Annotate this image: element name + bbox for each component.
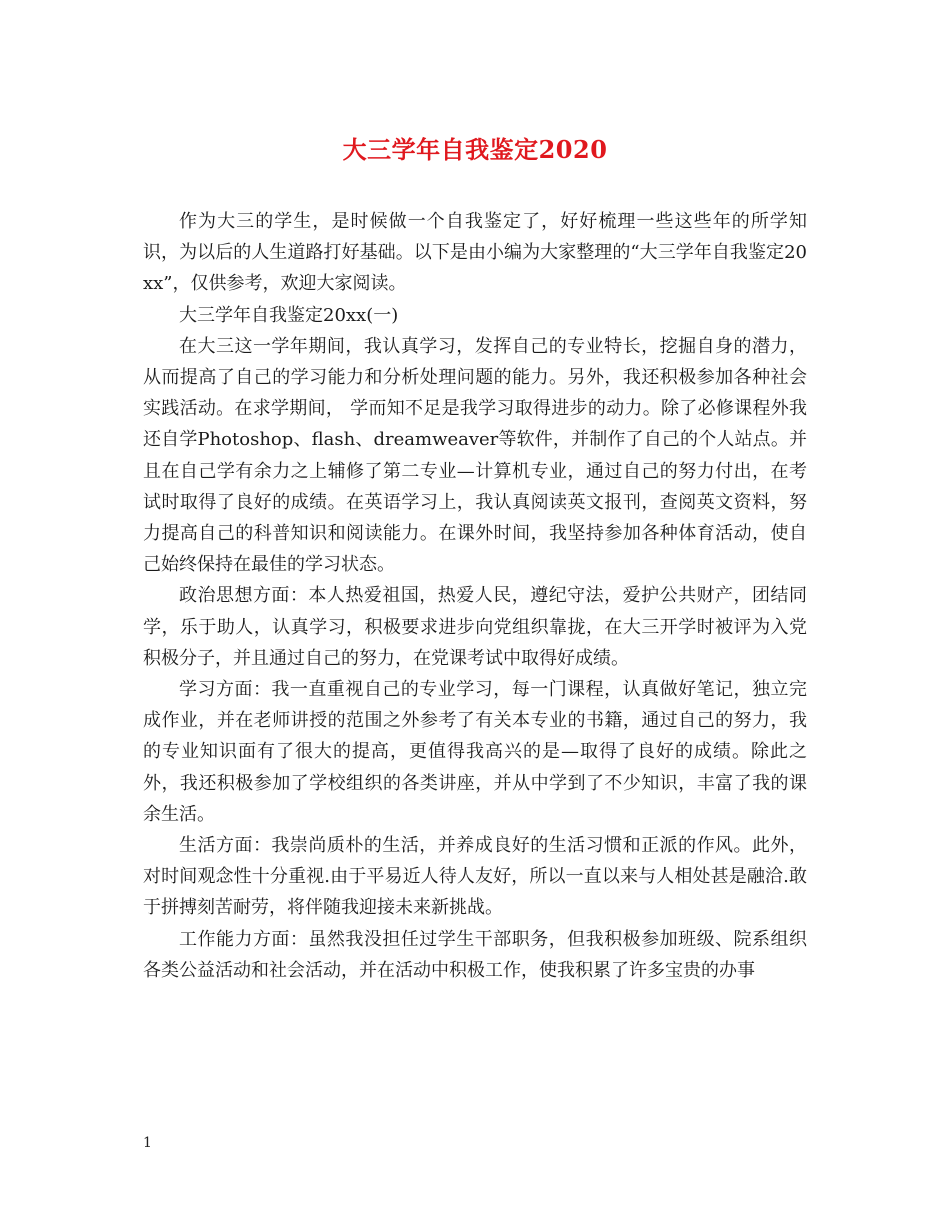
paragraph-life: 生活方面：我崇尚质朴的生活，并养成良好的生活习惯和正派的作风。此外，对时间观念性十分重视.由于平易近人待人友好，所以一直以来与人相处甚是融洽.敢于拼搏刻苦耐劳，将伴随我迎接未来新挑战。 [143, 835, 807, 919]
paragraph-study: 学习方面：我一直重视自己的专业学习，每一门课程，认真做好笔记，独立完成作业，并在老师讲授的范围之外参考了有关本专业的书籍，通过自己的努力，我的专业知识面有了很大的提高，更值得我高兴的是—取得了良好的成绩。除此之外，我还积极参加了学校组织的各类讲座，并从中学到了不少知识，丰富了我的课余生活。 [143, 679, 807, 825]
document-title: 大三学年自我鉴定2020 [342, 135, 608, 164]
paragraph-study-overview: 在大三这一学年期间，我认真学习，发挥自己的专业特长，挖掘自身的潜力，从而提高了自己的学习能力和分析处理问题的能力。另外，我还积极参加各种社会实践活动。在求学期间， 学而知不足是我学习取得进步的动力。除了必修课程外我还自学Photoshop、flash、dreamweaver等软件，并制作了自己的个人站点。并且在自己学有余力之上辅修了第二专业—计算机专业，通过自己的努力付出，在考试时取得了良好的成绩。在英语学习上，我认真阅读英文报刊，查阅英文资料，努力提高自己的科普知识和阅读能力。在课外时间，我坚持参加各种体育活动，使自己始终保持在最佳的学习状态。 [143, 335, 807, 576]
page-number: 1 [143, 1135, 152, 1151]
paragraph-work-ability: 工作能力方面：虽然我没担任过学生干部职务，但我积极参加班级、院系组织各类公益活动和社会活动，并在活动中积极工作，使我积累了许多宝贵的办事 [143, 928, 807, 981]
paragraph-political-thought: 政治思想方面：本人热爱祖国，热爱人民，遵纪守法，爱护公共财产，团结同学，乐于助人，认真学习，积极要求进步向党组织靠拢，在大三开学时被评为入党积极分子，并且通过自己的努力，在党课考试中取得好成绩。 [143, 585, 807, 669]
document-body [143, 206, 807, 986]
paragraph-intro: 作为大三的学生，是时候做一个自我鉴定了，好好梳理一些这些年的所学知识，为以后的人生道路打好基础。以下是由小编为大家整理的“大三学年自我鉴定20xx”，仅供参考，欢迎大家阅读。 [143, 211, 807, 295]
section-heading: 大三学年自我鉴定20xx(一) [179, 304, 399, 326]
